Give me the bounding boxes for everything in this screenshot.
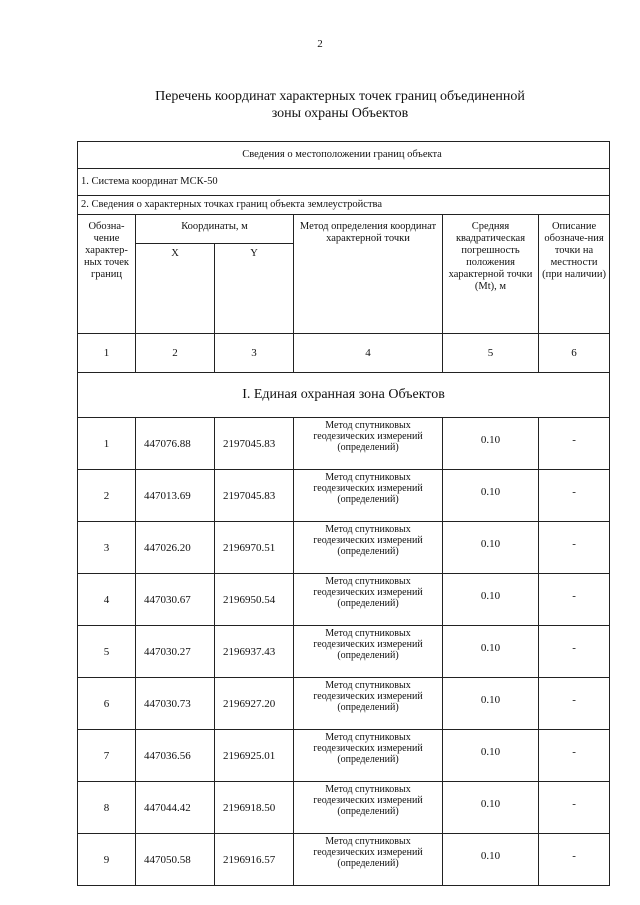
method-text: Метод спутниковых геодезических измерений (определений) <box>294 574 443 626</box>
description-value: - <box>539 782 610 834</box>
coord-x: 447030.73 <box>136 678 215 730</box>
data-rows <box>78 418 610 886</box>
points-info-row <box>78 196 610 215</box>
accuracy-value: 0.10 <box>443 626 539 678</box>
point-number: 3 <box>78 522 136 574</box>
coord-x: 447030.67 <box>136 574 215 626</box>
method-text: Метод спутниковых геодезических измерений (определений) <box>294 730 443 782</box>
accuracy-value: 0.10 <box>443 834 539 886</box>
column-number: 2 <box>136 334 215 373</box>
coord-system-label: 1. Система координат МСК-50 <box>78 169 610 196</box>
table-row <box>78 834 610 886</box>
col-accuracy-header: Средняя квадратическая погрешность положения характерной точки (Mt), м <box>443 215 539 334</box>
coord-y: 2196916.57 <box>215 834 294 886</box>
description-value: - <box>539 626 610 678</box>
col-description-header: Описание обозначе-ния точки на местности (при наличии) <box>539 215 610 334</box>
point-number: 8 <box>78 782 136 834</box>
table-row <box>78 522 610 574</box>
coord-x: 447030.27 <box>136 626 215 678</box>
coord-x: 447050.58 <box>136 834 215 886</box>
coord-system-row <box>78 169 610 196</box>
column-numbers-row <box>78 334 610 373</box>
column-number: 4 <box>294 334 443 373</box>
table-row <box>78 678 610 730</box>
accuracy-value: 0.10 <box>443 470 539 522</box>
accuracy-value: 0.10 <box>443 730 539 782</box>
method-text: Метод спутниковых геодезических измерений (определений) <box>294 834 443 886</box>
description-value: - <box>539 730 610 782</box>
document-title <box>60 88 620 122</box>
method-text: Метод спутниковых геодезических измерений (определений) <box>294 418 443 470</box>
method-text: Метод спутниковых геодезических измерений (определений) <box>294 470 443 522</box>
coord-y: 2197045.83 <box>215 470 294 522</box>
col-y-header: Y <box>215 244 294 334</box>
column-number: 1 <box>78 334 136 373</box>
table-row <box>78 418 610 470</box>
method-text: Метод спутниковых геодезических измерений (определений) <box>294 626 443 678</box>
col-coordinates-header: Координаты, м <box>136 215 294 244</box>
description-value: - <box>539 522 610 574</box>
boundary-location-header: Сведения о местоположении границ объекта <box>78 142 610 169</box>
section-title: I. Единая охранная зона Объектов <box>78 373 610 418</box>
title-line-2: зоны охраны Объектов <box>271 106 409 121</box>
point-number: 1 <box>78 418 136 470</box>
point-number: 4 <box>78 574 136 626</box>
method-text: Метод спутниковых геодезических измерений (определений) <box>294 678 443 730</box>
coord-y: 2197045.83 <box>215 418 294 470</box>
table-row <box>78 470 610 522</box>
accuracy-value: 0.10 <box>443 522 539 574</box>
page-number: 2 <box>317 38 323 50</box>
point-number: 9 <box>78 834 136 886</box>
table-row <box>78 574 610 626</box>
method-text: Метод спутниковых геодезических измерений (определений) <box>294 782 443 834</box>
col-designation-header: Обозна-чение характер-ных точек границ <box>78 215 136 334</box>
coord-y: 2196918.50 <box>215 782 294 834</box>
title-line-1: Перечень координат характерных точек границ объединенной <box>155 89 525 104</box>
accuracy-value: 0.10 <box>443 574 539 626</box>
point-number: 5 <box>78 626 136 678</box>
coord-x: 447036.56 <box>136 730 215 782</box>
coord-y: 2196950.54 <box>215 574 294 626</box>
point-number: 7 <box>78 730 136 782</box>
accuracy-value: 0.10 <box>443 678 539 730</box>
table-row <box>78 730 610 782</box>
description-value: - <box>539 834 610 886</box>
col-x-header: X <box>136 244 215 334</box>
column-number: 3 <box>215 334 294 373</box>
section-row <box>78 373 610 418</box>
column-number: 5 <box>443 334 539 373</box>
points-info-label: 2. Сведения о характерных точках границ объекта землеустройства <box>78 196 610 215</box>
coord-y: 2196925.01 <box>215 730 294 782</box>
description-value: - <box>539 574 610 626</box>
coord-x: 447076.88 <box>136 418 215 470</box>
column-header-row-1 <box>78 215 610 244</box>
point-number: 6 <box>78 678 136 730</box>
coord-x: 447044.42 <box>136 782 215 834</box>
accuracy-value: 0.10 <box>443 782 539 834</box>
description-value: - <box>539 418 610 470</box>
description-value: - <box>539 470 610 522</box>
point-number: 2 <box>78 470 136 522</box>
coord-x: 447026.20 <box>136 522 215 574</box>
col-method-header: Метод определения координат характерной точки <box>294 215 443 334</box>
description-value: - <box>539 678 610 730</box>
table-row <box>78 626 610 678</box>
coord-y: 2196970.51 <box>215 522 294 574</box>
accuracy-value: 0.10 <box>443 418 539 470</box>
coord-y: 2196937.43 <box>215 626 294 678</box>
table-row <box>78 782 610 834</box>
coordinates-table <box>77 141 610 886</box>
column-number: 6 <box>539 334 610 373</box>
method-text: Метод спутниковых геодезических измерений (определений) <box>294 522 443 574</box>
coord-y: 2196927.20 <box>215 678 294 730</box>
coord-x: 447013.69 <box>136 470 215 522</box>
table-header-row <box>78 142 610 169</box>
